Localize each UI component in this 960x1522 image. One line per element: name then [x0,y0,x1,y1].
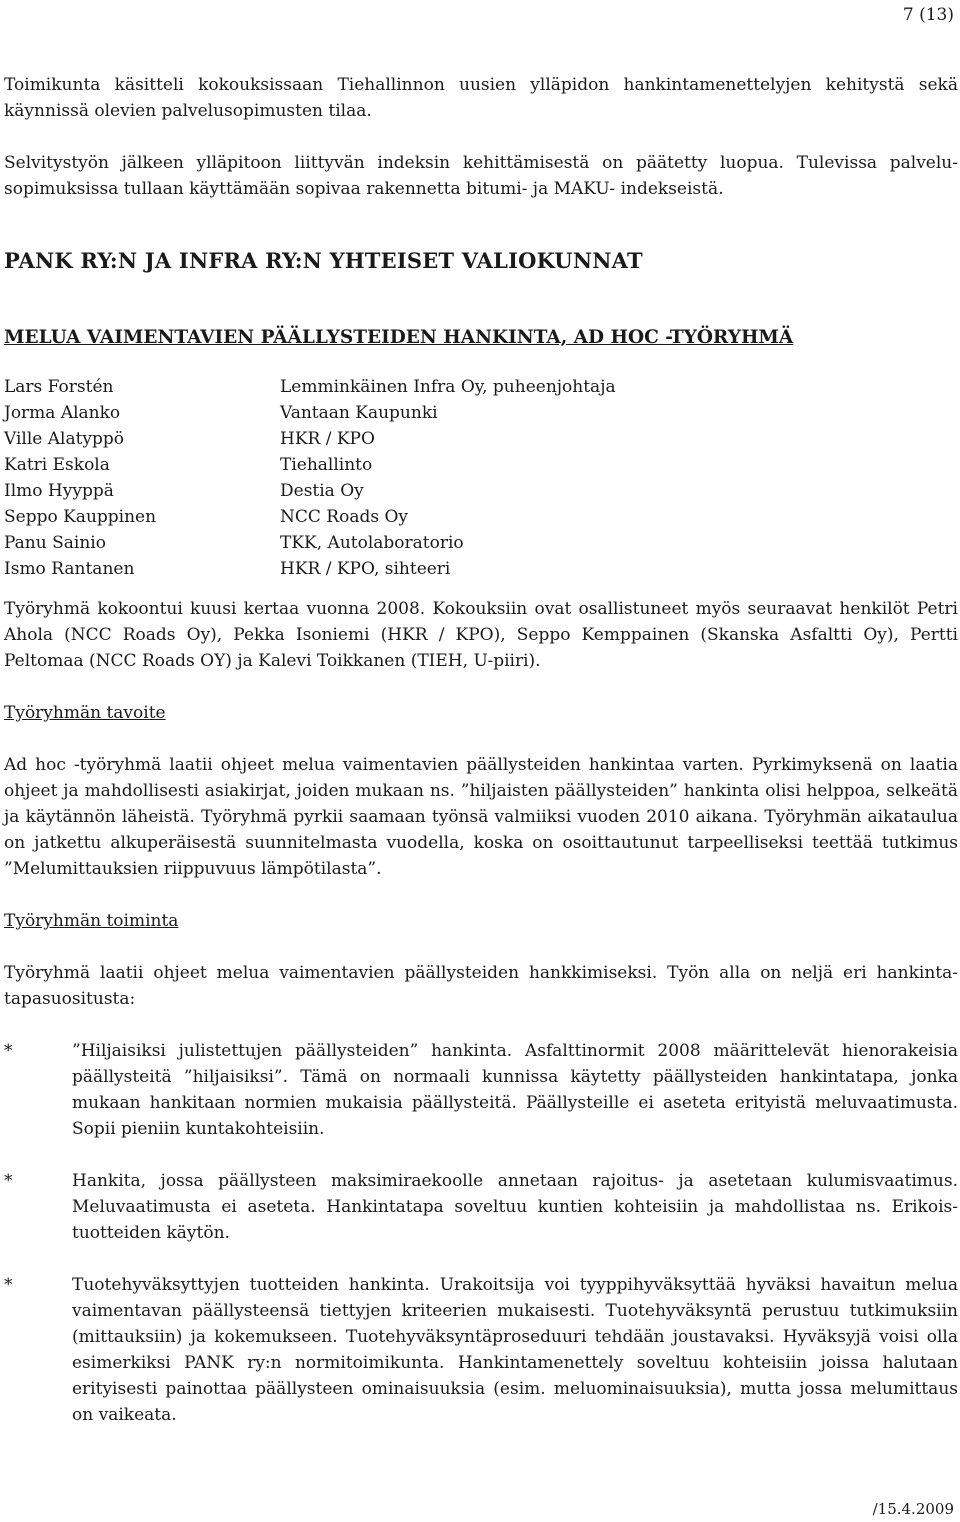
bullet-text: Tuotehyväksyttyjen tuotteiden hankinta. Urakoitsija voi tyyppihyväksyttää hyväksi havaitun melua vaimentavan päällysteensä tiettyjen kriteerien mukaisesti. Tuotehyväksyntä perustuu tutkimuksiin (mittauksiin) ja kokemukseen. Tuotehyväksyntäproseduuri tehdään joustavaksi. Hyväksyjä voisi olla esimerkiksi PANK ry:n normitoimikunta. Hankintamenettely soveltuu kohteisiin joissa halutaan erityisesti painottaa päällysteen ominaisuuksia (esim. meluominaisuuksia), mutta jossa melumittaus on vaikeata. [72,1275,958,1425]
member-org: HKR / KPO [280,429,375,449]
page-number: 7 (13) [902,5,954,25]
bullet-text: ”Hiljaisiksi julistettujen päällysteiden” hankinta. Asfalttinormit 2008 määrittelevät hienorakeisia päällysteitä ”hiljaisiksi”. Tämä on normaali kunnissa käytetty päällysteiden hankintatapa, jonka mukaan hankitaan normien mukaisia päällysteitä. Päällysteille ei aseteta erityistä meluvaatimusta. Sopii pieniin kuntakohteisiin. [72,1041,958,1139]
intro-paragraph-1: Toimikunta käsitteli kokouksissaan Tiehallinnon uusien ylläpidon hankintamenettelyjen kehitystä sekä käynnissä olevien palvelusopimusten tilaa. [4,75,958,121]
subsection-heading: MELUA VAIMENTAVIEN PÄÄLLYSTEIDEN HANKINTA, AD HOC -TYÖRYHMÄ [4,327,794,348]
page-content [4,72,958,1428]
member-list [4,374,958,582]
member-name: Ilmo Hyyppä [4,481,114,501]
member-name: Ville Alatyppö [4,429,125,449]
member-name: Panu Sainio [4,533,106,553]
section-heading: PANK RY:N JA INFRA RY:N YHTEISET VALIOKUNNAT [4,248,643,273]
goal-title: Työryhmän tavoite [4,703,166,723]
operation-title: Työryhmän toiminta [4,911,179,931]
member-org: NCC Roads Oy [280,507,409,527]
member-name: Katri Eskola [4,455,110,475]
member-org: HKR / KPO, sihteeri [280,559,451,579]
operation-paragraph: Työryhmä laatii ohjeet melua vaimentavien päällysteiden hankkimiseksi. Työn alla on neljä eri hankinta-tapasuositusta: [4,963,958,1009]
list-item [4,1272,958,1428]
intro-paragraph-2: Selvitystyön jälkeen ylläpitoon liittyvän indeksin kehittämisestä on päätetty luopua. Tulevissa palvelu-sopimuksissa tullaan käyttämään sopivaa rakennetta bitumi- ja MAKU- indekseistä. [4,153,958,199]
bullet-mark: * [4,1171,13,1191]
list-item [4,1168,958,1246]
bullet-mark: * [4,1041,13,1061]
meetings-paragraph: Työryhmä kokoontui kuusi kertaa vuonna 2008. Kokouksiin ovat osallistuneet myös seuraavat henkilöt Petri Ahola (NCC Roads Oy), Pekka Isoniemi (HKR / KPO), Seppo Kemppainen (Skanska Asfaltti Oy), Pertti Peltomaa (NCC Roads OY) ja Kalevi Toikkanen (TIEH, U-piiri). [4,599,958,671]
bullet-mark: * [4,1275,13,1295]
member-org: Lemminkäinen Infra Oy, puheenjohtaja [280,377,616,397]
member-name: Seppo Kauppinen [4,507,157,527]
member-org: Destia Oy [280,481,364,501]
bullet-text: Hankita, jossa päällysteen maksimiraekoolle annetaan rajoitus- ja asetetaan kulumisvaatimus. Meluvaatimusta ei aseteta. Hankintatapa soveltuu kuntien kohteisiin ja mahdollistaa ns. Erikois-tuotteiden käytön. [72,1171,958,1243]
member-name: Ismo Rantanen [4,559,135,579]
member-name: Lars Forstén [4,377,114,397]
member-org: Tiehallinto [280,455,373,475]
footer-date: /15.4.2009 [872,1500,954,1518]
member-org: Vantaan Kaupunki [280,403,438,423]
member-name: Jorma Alanko [4,403,121,423]
list-item [4,1038,958,1142]
member-org: TKK, Autolaboratorio [280,533,464,553]
goal-paragraph: Ad hoc -työryhmä laatii ohjeet melua vaimentavien päällysteiden hankintaa varten. Pyrkimyksenä on laatia ohjeet ja mahdollisesti asiakirjat, joiden mukaan ns. ”hiljaisten päällysteiden” hankinta olisi helppoa, selkeätä ja käytännön läheistä. Työryhmä pyrkii saamaan työnsä valmiiksi vuoden 2010 aikana. Työryhmän aikataulua on jatkettu alkuperäisestä suunnitelmasta vuodella, koska on osoittautunut tarpeelliseksi teettää tutkimus ”Melumittauksien riippuvuus lämpötilasta”. [4,755,958,879]
